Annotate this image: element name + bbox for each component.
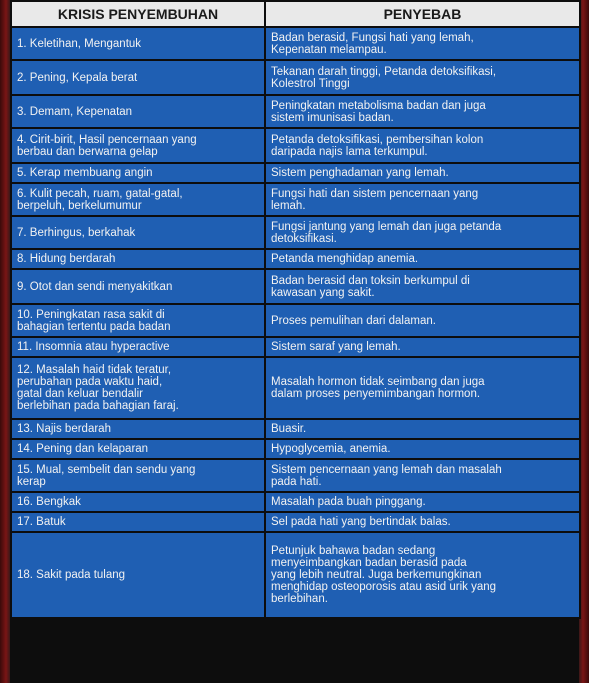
penyebab-cell [265,95,580,128]
krisis-cell [11,492,265,512]
penyebab-text: Fungsi hati dan sistem pencernaan yang lemah. [271,187,479,212]
krisis-cell [11,512,265,532]
table-row [11,95,580,128]
table-row [11,128,580,163]
table-row [11,419,580,439]
penyebab-text: Fungsi jantung yang lemah dan juga petanda detoksifikasi. [271,220,502,245]
krisis-cell [11,419,265,439]
column-header-penyebab: PENYEBAB [265,1,580,27]
penyebab-text: Sistem saraf yang lemah. [271,341,401,353]
krisis-cell [11,532,265,618]
penyebab-cell [265,459,580,492]
krisis-cell [11,249,265,269]
penyebab-text: Masalah hormon tidak seimbang dan juga dalam proses penyemimbangan hormon. [271,376,485,400]
penyebab-cell [265,183,580,216]
krisis-text: 2. Pening, Kepala berat [17,71,138,84]
penyebab-cell [265,249,580,269]
krisis-text: 13. Najis berdarah [17,423,111,435]
krisis-cell [11,183,265,216]
krisis-cell [11,337,265,357]
table-row [11,532,580,618]
penyebab-text: Tekanan darah tinggi, Petanda detoksifikasi, Kolestrol Tinggi [271,65,497,90]
table-row [11,163,580,183]
penyebab-cell [265,512,580,532]
krisis-cell [11,269,265,304]
penyebab-cell [265,532,580,618]
krisis-text: 5. Kerap membuang angin [17,167,153,179]
krisis-text: 15. Mual, sembelit dan sendu yang kerap [17,463,196,488]
krisis-text: 1. Keletihan, Mengantuk [17,37,142,50]
krisis-text: 11. Insomnia atau hyperactive [17,341,170,353]
penyebab-cell [265,492,580,512]
krisis-text: 16. Bengkak [17,496,81,508]
penyebab-text: Sistem penghadaman yang lemah. [271,167,449,179]
penyebab-cell [265,60,580,95]
table-row [11,216,580,249]
krisis-text: 3. Demam, Kepenatan [17,105,133,118]
penyebab-cell [265,357,580,419]
krisis-cell [11,60,265,95]
penyebab-text: Buasir. [271,423,307,435]
column-header-krisis: KRISIS PENYEMBUHAN [11,1,265,27]
krisis-text: 10. Peningkatan rasa sakit di bahagian tertentu pada badan [17,308,171,333]
penyebab-cell [265,216,580,249]
penyebab-text: Proses pemulihan dari dalaman. [271,314,436,327]
krisis-text: 6. Kulit pecah, ruam, gatal-gatal, berpeluh, berkelumumur [17,187,183,212]
penyebab-cell [265,419,580,439]
krisis-cell [11,27,265,60]
krisis-cell [11,95,265,128]
penyebab-text: Sistem pencernaan yang lemah dan masalah pada hati. [271,463,502,488]
penyebab-text: Masalah pada buah pinggang. [271,496,426,508]
krisis-cell [11,357,265,419]
document-frame [10,0,579,683]
penyebab-cell [265,337,580,357]
krisis-text: 18. Sakit pada tulang [17,569,126,581]
table-row [11,357,580,419]
krisis-cell [11,304,265,337]
krisis-text: 17. Batuk [17,516,66,528]
krisis-text: 4. Cirit-birit, Hasil pencernaan yang berbau dan berwarna gelap [17,133,197,158]
krisis-cell [11,459,265,492]
penyebab-text: Petunjuk bahawa badan sedang menyeimbangkan badan berasid pada yang lebih neutral. Juga berkemungkinan menghidap osteoporosis atau asid urik yang berlebihan. [271,545,497,605]
krisis-cell [11,128,265,163]
healing-crisis-table [10,0,581,619]
table-row [11,27,580,60]
table-row [11,439,580,459]
krisis-cell [11,163,265,183]
table-row [11,512,580,532]
table-row [11,269,580,304]
penyebab-text: Peningkatan metabolisma badan dan juga sistem imunisasi badan. [271,99,486,124]
table-row [11,304,580,337]
table-row [11,337,580,357]
krisis-text: 14. Pening dan kelaparan [17,443,149,455]
krisis-cell [11,216,265,249]
penyebab-cell [265,27,580,60]
table-header-row [11,1,580,27]
table-row [11,60,580,95]
penyebab-text: Petanda detoksifikasi, pembersihan kolon daripada najis lama terkumpul. [271,133,484,158]
krisis-cell [11,439,265,459]
penyebab-cell [265,304,580,337]
penyebab-cell [265,163,580,183]
krisis-text: 7. Berhingus, berkahak [17,226,136,239]
table-row [11,459,580,492]
krisis-text: 8. Hidung berdarah [17,253,116,265]
penyebab-text: Petanda menghidap anemia. [271,253,419,265]
table-row [11,249,580,269]
penyebab-text: Badan berasid, Fungsi hati yang lemah, Kepenatan melampau. [271,31,474,56]
table-row [11,492,580,512]
table-row [11,183,580,216]
penyebab-cell [265,128,580,163]
penyebab-cell [265,269,580,304]
penyebab-text: Hypoglycemia, anemia. [271,443,391,455]
krisis-text: 12. Masalah haid tidak teratur, perubahan pada waktu haid, gatal dan keluar bendalir berlebihan pada bahagian faraj. [17,364,179,412]
penyebab-text: Badan berasid dan toksin berkumpul di kawasan yang sakit. [271,274,470,299]
krisis-text: 9. Otot dan sendi menyakitkan [17,280,173,293]
penyebab-cell [265,439,580,459]
penyebab-text: Sel pada hati yang bertindak balas. [271,516,451,528]
